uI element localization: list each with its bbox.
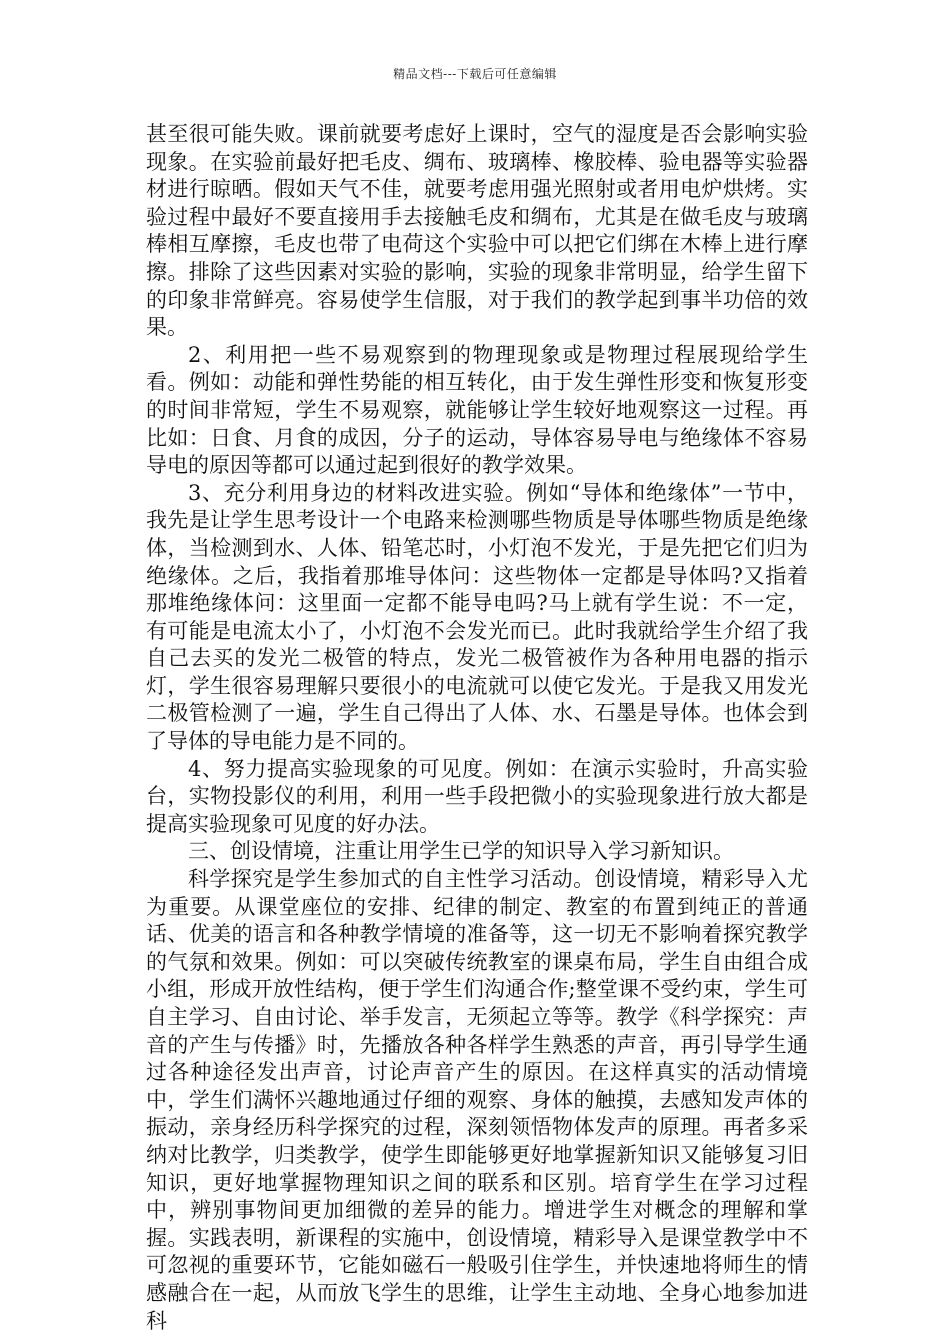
paragraph-point-4: 4、努力提高实验现象的可见度。例如：在演示实验时，升高实验台，实物投影仪的利用，利用一些手段把微小的实验现象进行放大都是提高实验现象可见度的好办法。 — [146, 756, 808, 836]
paragraph-continuation: 甚至很可能失败。课前就要考虑好上课时，空气的湿度是否会影响实验现象。在实验前最好把毛皮、绸布、玻璃棒、橡胶棒、验电器等实验器材进行晾晒。假如天气不佳，就要考虑用强光照射或者用电炉烘烤。实验过程中最好不要直接用手去接触毛皮和绸布，尤其是在做毛皮与玻璃棒相互摩擦，毛皮也带了电荷这个实验中可以把它们绑在木棒上进行摩擦。排除了这些因素对实验的影响，实验的现象非常明显，给学生留下的印象非常鲜亮。容易使学生信服，对于我们的教学起到事半功倍的效果。 — [146, 122, 808, 340]
paragraph-inquiry: 科学探究是学生参加式的自主性学习活动。创设情境，精彩导入尤为重要。从课堂座位的安排、纪律的制定、教室的布置到纯正的普通话、优美的语言和各种教学情境的准备等，这一切无不影响着探究教学的气氛和效果。例如：可以突破传统教室的课桌布局，学生自由组合成小组，形成开放性结构，便于学生们沟通合作;整堂课不受约束，学生可自主学习、自由讨论、举手发言，无须起立等等。教学《科学探究：声音的产生与传播》时，先播放各种各样学生熟悉的声音，再引导学生通过各种途径发出声音，讨论声音产生的原因。在这样真实的活动情境中，学生们满怀兴趣地通过仔细的观察、身体的触摸，去感知发声体的振动，亲身经历科学探究的过程，深刻领悟物体发声的原理。再者多采纳对比教学，归类教学，使学生即能够更好地掌握新知识又能够复习旧知识，更好地掌握物理知识之间的联系和区别。培育学生在学习过程中，辨别事物间更加细微的差异的能力。增进学生对概念的理解和掌握。实践表明，新课程的实施中，创设情境，精彩导入是课堂教学中不可忽视的重要环节，它能如磁石一般吸引住学生，并快速地将师生的情感融合在一起，从而放飞学生的思维，让学生主动地、全身心地参加进科 — [146, 867, 808, 1333]
page-header: 精品文档---下载后可任意编辑 — [393, 67, 557, 81]
section-heading-three: 三、创设情境，注重让用学生已学的知识导入学习新知识。 — [188, 839, 734, 864]
paragraph-point-3: 3、充分利用身边的材料改进实验。例如“导体和绝缘体”一节中，我先是让学生思考设计一个电路来检测哪些物质是导体哪些物质是绝缘体，当检测到水、人体、铅笔芯时，小灯泡不发光，于是先把它们归为绝缘体。之后，我指着那堆导体问：这些物体一定都是导体吗?又指着那堆绝缘体问：这里面一定都不能导电吗?马上就有学生说：不一定，有可能是电流太小了，小灯泡不会发光而已。此时我就给学生介绍了我自己去买的发光二极管的特点，发光二极管被作为各种用电器的指示灯，学生很容易理解只要很小的电流就可以使它发光。于是我又用发光二极管检测了一遍，学生自己得出了人体、水、石墨是导体。也体会到了导体的导电能力是不同的。 — [146, 480, 808, 754]
document-body — [146, 121, 808, 1335]
paragraph-point-2: 2、利用把一些不易观察到的物理现象或是物理过程展现给学生看。例如：动能和弹性势能的相互转化，由于发生弹性形变和恢复形变的时间非常短，学生不易观察，就能够让学生较好地观察这一过程。再比如：日食、月食的成因，分子的运动，导体容易导电与绝缘体不容易导电的原因等都可以通过起到很好的教学效果。 — [146, 342, 808, 478]
